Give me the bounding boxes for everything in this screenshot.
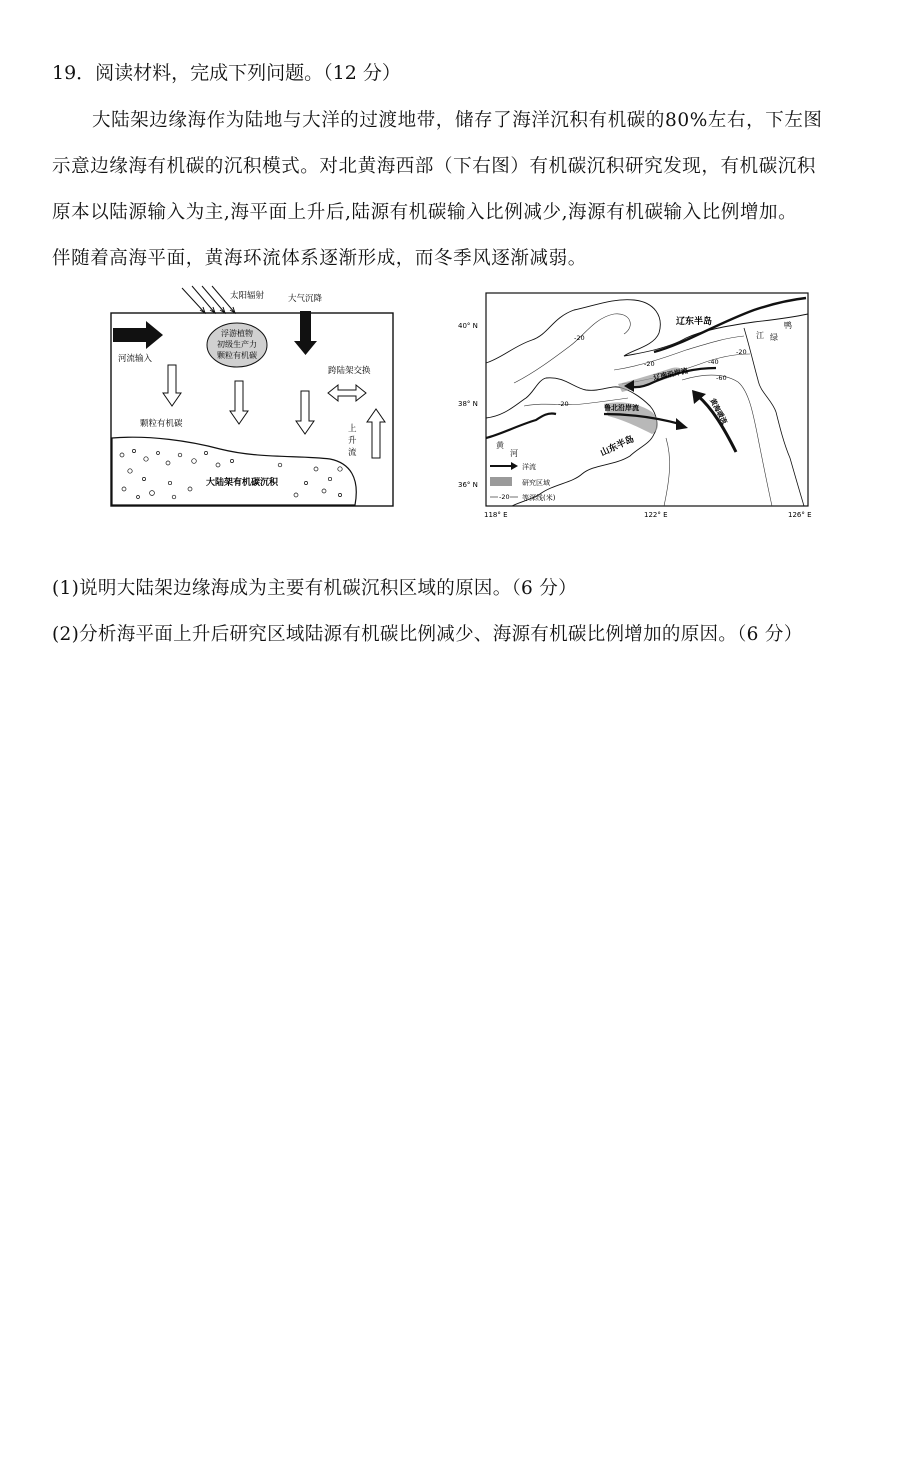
- particulate-label: 颗粒有机碳: [140, 419, 183, 429]
- lat-40: 40° N: [458, 322, 478, 330]
- plankton-line-2: 初级生产力: [217, 340, 257, 349]
- material-line-3: 原本以陆源输入为主,海平面上升后,陆源有机碳输入比例减少,海源有机碳输入比例增加。: [52, 202, 798, 223]
- yalu-char-3: 江: [756, 331, 764, 340]
- depth-label-2: -20: [558, 400, 569, 408]
- legend-study: 研究区域: [522, 479, 550, 487]
- atmos-label: 大气沉降: [288, 294, 323, 304]
- depth-label-5: -20: [736, 348, 747, 356]
- legend-isobath: 等深线(米): [522, 494, 556, 502]
- lat-36: 36° N: [458, 481, 478, 489]
- plankton-line-3: 颗粒有机碳: [217, 351, 257, 360]
- legend-current: 洋流: [522, 463, 536, 471]
- lat-38: 38° N: [458, 400, 478, 408]
- plankton-line-1: 浮游植物: [221, 329, 253, 338]
- lon-122: 122° E: [644, 511, 668, 519]
- material-line-1: 大陆架边缘海作为陆地与大洋的过渡地带，储存了海洋沉积有机碳的80%左右，下左图: [92, 110, 823, 131]
- material-line-4: 伴随着高海平面，黄海环流体系逐渐形成，而冬季风逐渐减弱。: [52, 248, 587, 269]
- lon-126: 126° E: [788, 511, 812, 519]
- cross-shelf-label: 跨陆架交换: [328, 366, 371, 376]
- yalu-char-1: 鸭: [784, 321, 792, 330]
- liaodong-label: 辽东半岛: [676, 317, 713, 327]
- yalu-char-2: 绿: [770, 333, 778, 342]
- depth-label-4: -60: [716, 374, 727, 382]
- solar-label: 太阳辐射: [230, 291, 265, 301]
- depth-label-1: -20: [574, 334, 585, 342]
- solar-radiation-rays: [182, 286, 235, 313]
- upwelling-char-3: 流: [348, 448, 357, 458]
- lubei-label: 鲁北沿岸流: [604, 404, 639, 412]
- legend-isobath-sample: -20: [499, 493, 510, 501]
- warm-current-label: 黄海暖流: [708, 397, 729, 426]
- liaonan-label: 辽南沿岸流: [652, 366, 689, 382]
- lon-118: 118° E: [484, 511, 508, 519]
- depth-label-6: -20: [644, 360, 655, 368]
- material-line-2: 示意边缘海有机碳的沉积模式。对北黄海西部（下右图）有机碳沉积研究发现，有机碳沉积: [52, 156, 817, 177]
- map-frame: [486, 293, 808, 506]
- question-title: 19．阅读材料，完成下列问题。（12 分）: [52, 62, 401, 84]
- legend-study-swatch: [490, 477, 512, 486]
- sediment-label: 大陆架有机碳沉积: [205, 478, 279, 488]
- upwelling-char-2: 升: [348, 436, 357, 446]
- north-yellow-sea-map: [454, 288, 816, 521]
- material-paragraph: [52, 98, 864, 282]
- yellow-river-char-2: 河: [510, 449, 518, 458]
- sub-question-2: (2)分析海平面上升后研究区域陆源有机碳比例减少、海源有机碳比例增加的原因。（6 分）: [52, 624, 803, 645]
- shandong-label: 山东半岛: [599, 434, 636, 459]
- carbon-deposition-diagram: [110, 283, 395, 508]
- sub-question-1: (1)说明大陆架边缘海成为主要有机碳沉积区域的原因。（6 分）: [52, 578, 577, 599]
- river-label: 河流输入: [118, 354, 153, 364]
- yellow-river-char-1: 黄: [496, 441, 504, 450]
- upwelling-char-1: 上: [348, 424, 357, 434]
- depth-label-3: -40: [708, 358, 719, 366]
